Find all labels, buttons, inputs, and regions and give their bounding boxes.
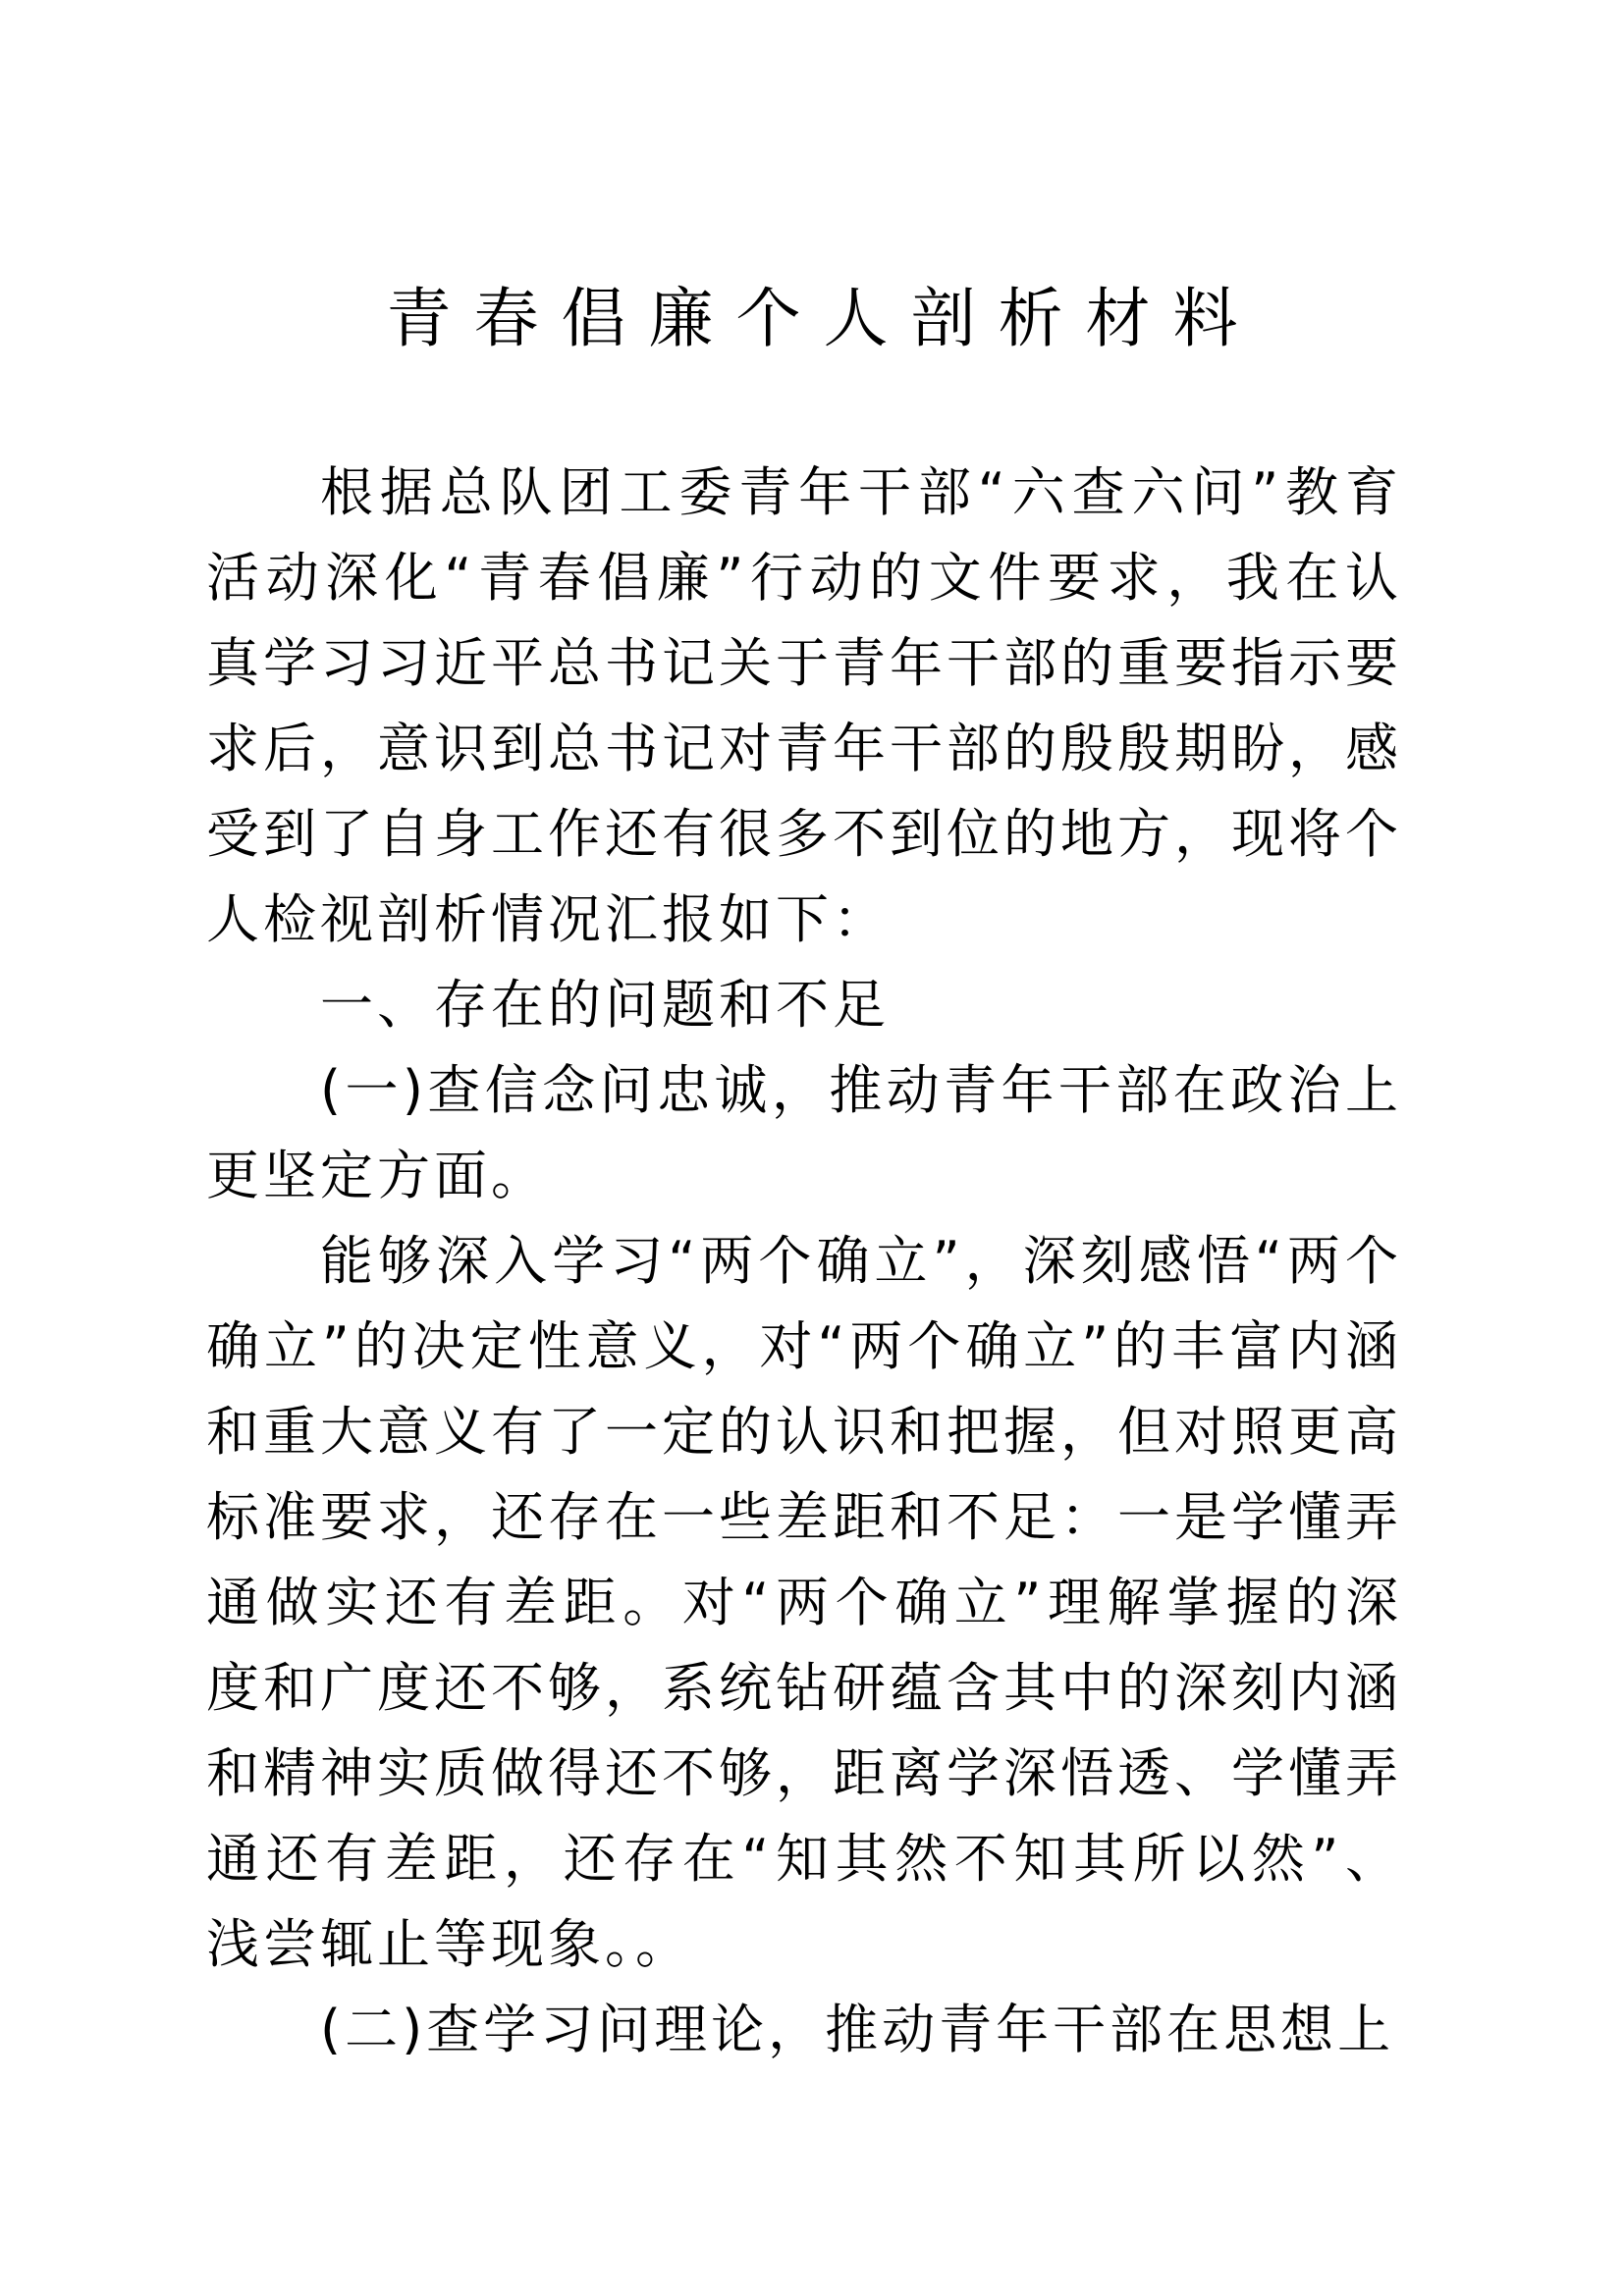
paragraph-intro: 根据总队团工委青年干部“六查六问”教育活动深化“青春倡廉”行动的文件要求，我在认真学习习近平总书记关于青年干部的重要指示要求后，意识到总书记对青年干部的殷殷期盼，感受到了自身工作还有很多不到位的地方，现将个人检视剖析情况汇报如下： [206, 461, 1402, 950]
subsection-1-1-heading: (一)查信念问忠诚，推动青年干部在政治上更坚定方面。 [206, 1059, 1402, 1206]
subsection-1-1-body: 能够深入学习“两个确立”，深刻感悟“两个确立”的决定性意义，对“两个确立”的丰富内涵和重大意义有了一定的认识和把握，但对照更高标准要求，还存在一些差距和不足：一是学懂弄通做实还有差距。对“两个确立”理解掌握的深度和广度还不够，系统钻研蕴含其中的深刻内涵和精神实质做得还不够，距离学深悟透、学懂弄通还有差距，还存在“知其然不知其所以然”、浅尝辄止等现象。。 [206, 1230, 1402, 1975]
document-title: 青春倡廉个人剖析材料 [386, 281, 1261, 356]
section-1-heading: 一、存在的问题和不足 [320, 974, 890, 1036]
subsection-1-2-heading: (二)查学习问理论，推动青年干部在思想上 [320, 1999, 1395, 2060]
document-body [206, 450, 1402, 2072]
